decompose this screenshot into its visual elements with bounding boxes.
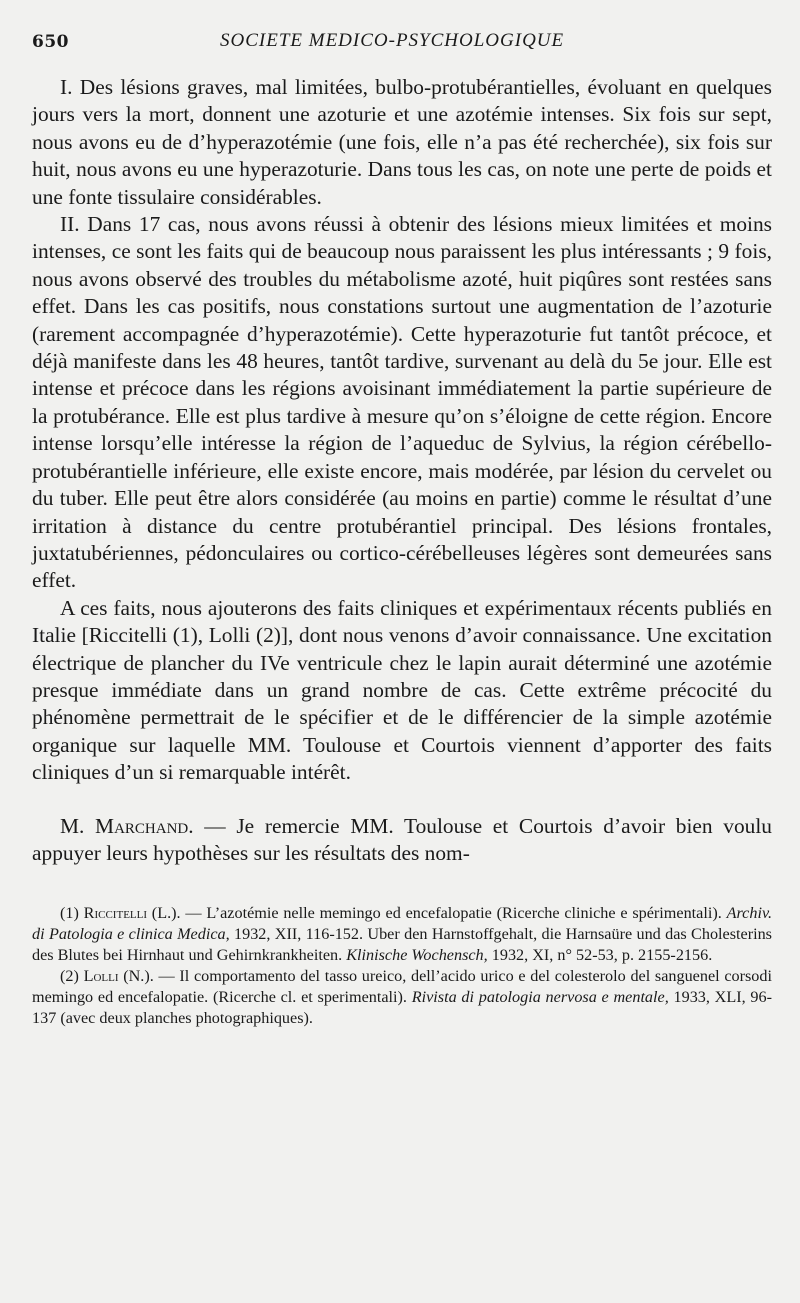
page-number: 650	[32, 32, 69, 52]
footnote-number: (2)	[60, 967, 79, 986]
footnote-author: Lolli (N.).	[83, 967, 154, 986]
paragraph-1: I. Des lésions graves, mal limitées, bulbo-protubérantielles, évoluant en quelques jours vers la mort, donnent une azoturie et une azotémie intenses. Six fois sur sept, nous avons eu de d’hyperazotémie (une fois, elle n’a pas été recherchée), six fois sur huit, nous avons eu une hyperazoturie. Dans tous les cas, on note une perte de poids et une fonte tissulaire considérables.	[32, 75, 772, 209]
footnote-author: Riccitelli (L.).	[83, 904, 181, 923]
running-header	[32, 24, 772, 60]
footnote-rest: 1932, XII, 116-152. Uber den Harnstoffgehalt, die Harnsaüre und das Cholesterins des Blutes bei Hirnhaut und Gehirnkrankheiten.	[32, 925, 772, 965]
footnote-2	[32, 966, 772, 1029]
section-gap	[32, 787, 772, 813]
footnote-text: — Il comportamento del tasso ureico, dell’acido urico e del colesterolo del sanguenel corsodi memingo ed encefalopatie. (Ricerche cl. et sperimentali).	[32, 967, 772, 1007]
footnote-journal-2: Klinische Wochensch,	[346, 946, 488, 965]
footnote-text: — L’azotémie nelle memingo ed encefalopatie (Ricerche cliniche e spérimentali).	[180, 904, 727, 923]
footnote-journal: Archiv. di Patologia e clinica Medica,	[32, 904, 772, 944]
footnotes	[32, 903, 772, 1029]
speech-text: — Je remercie MM. Toulouse et Courtois d’avoir bien voulu appuyer leurs hypothèses sur les résultats des nom-	[32, 813, 772, 865]
footnote-1	[32, 903, 772, 966]
footnote-rest: 1933, XLI, 96-137 (avec deux planches photographiques).	[32, 988, 773, 1028]
main-text	[32, 74, 772, 867]
paragraph-2: II. Dans 17 cas, nous avons réussi à obtenir des lésions mieux limitées et moins intenses, ce sont les faits qui de beaucoup nous paraissent les plus intéressants ; 9 fois, nous avons observé des troubles du métabolisme azoté, huit piqûres sont restées sans effet. Dans les cas positifs, nous constations surtout une augmentation de l’azoturie (rarement accompagnée d’hyperazotémie). Cette hyperazoturie fut tantôt précoce, et déjà manifeste dans les 48 heures, tantôt tardive, survenant au delà du 5e jour. Elle est intense et précoce dans les régions avoisinant immédiatement la partie supérieure de la protubérance. Elle est plus tardive à mesure qu’on s’éloigne de cette région. Encore intense lorsqu’elle intéresse la région de l’aqueduc de Sylvius, la région cérébello-protubérantielle inférieure, elle existe encore, mais modérée, par lésion du cervelet ou du tuber. Elle peut être alors considérée (au moins en partie) comme le résultat d’une irritation à distance du centre protubérantiel principal. Des lésions frontales, juxtatubériennes, pédonculaires ou cortico-cérébelleuses légères sont demeurées sans effet.	[32, 212, 772, 593]
footnote-journal: Rivista di patologia nervosa e mentale,	[411, 988, 669, 1007]
footnote-number: (1)	[60, 904, 79, 923]
speaker-name: M. Marchand.	[60, 813, 194, 838]
paragraph-3: A ces faits, nous ajouterons des faits cliniques et expérimentaux récents publiés en Italie [Riccitelli (1), Lolli (2)], dont nous venons d’avoir connaissance. Une excitation électrique de plancher du IVe ventricule chez le lapin aurait déterminé une azotémie presque immédiate dans un grand nombre de cas. Cette extrême précocité du phénomène permettrait de le spécifier et de le différencier de la simple azotémie organique sur laquelle MM. Toulouse et Courtois viennent d’apporter des faits cliniques d’un si remarquable intérêt.	[32, 595, 772, 785]
footnote-rest-2: 1932, XI, n° 52-53, p. 2155-2156.	[487, 946, 713, 965]
speech-paragraph	[32, 813, 772, 868]
running-title: SOCIETE MEDICO-PSYCHOLOGIQUE	[220, 30, 565, 51]
